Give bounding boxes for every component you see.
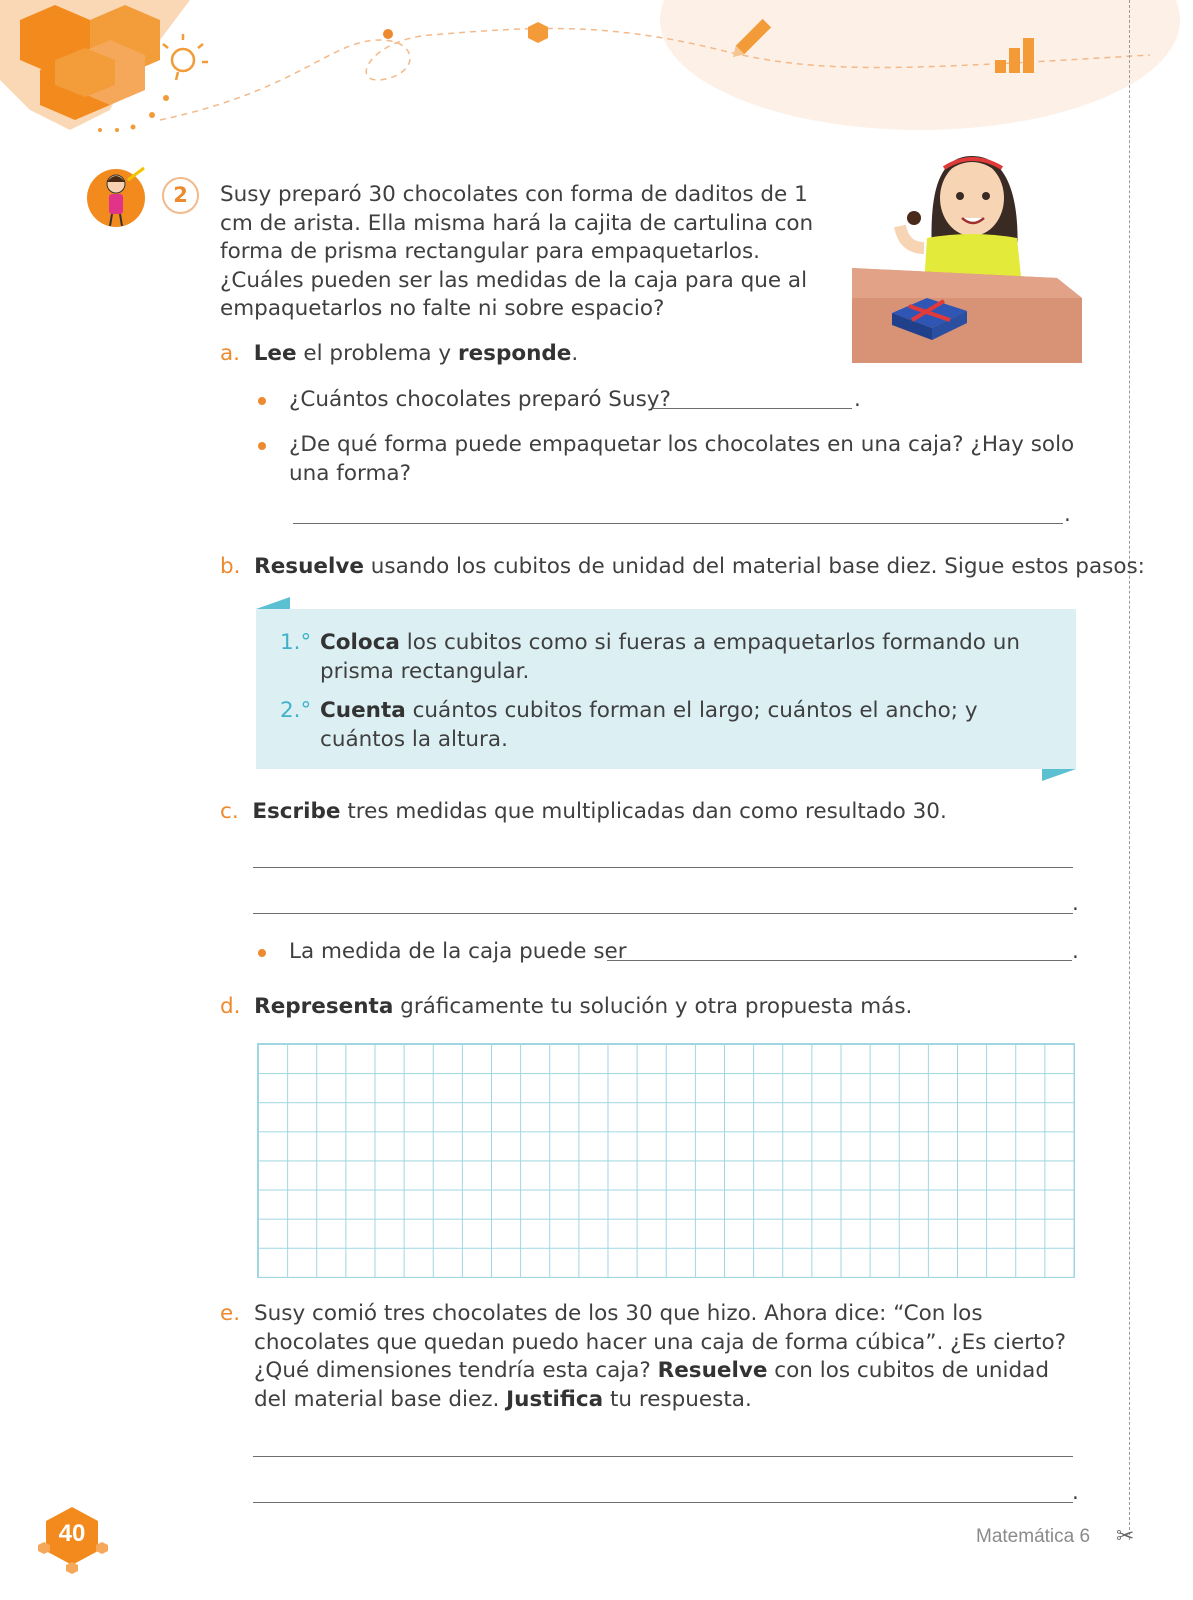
cut-line <box>1129 0 1130 1540</box>
page-number: 40 <box>58 1520 86 1547</box>
period: . <box>854 387 861 412</box>
part-a-verb-respond: responde <box>457 341 572 366</box>
bullet-icon <box>258 949 266 957</box>
part-a-end: . <box>571 341 579 366</box>
part-a-mid: el problema y <box>296 341 458 366</box>
period: . <box>1072 891 1079 916</box>
step-1-text: los cubitos como si fueras a empaquetarlos formando un prisma rectangular. <box>320 630 1020 684</box>
bullet-c: La medida de la caja puede ser <box>289 939 627 964</box>
scissors-icon: ✂ <box>1116 1524 1135 1549</box>
header-decoration <box>0 0 1193 150</box>
bullet-icon <box>258 442 266 450</box>
question-a1: ¿Cuántos chocolates preparó Susy? <box>289 387 671 412</box>
part-e-text <box>254 1300 1074 1414</box>
period: . <box>1072 1480 1079 1505</box>
part-e-label: e. <box>220 1301 241 1326</box>
part-d-label: d. <box>220 994 241 1019</box>
part-e-text-1: Susy comió tres chocolates de los 30 que hizo. Ahora dice: “Con los chocolates que quedan puedo hacer una caja de forma cúbica”. ¿Es cierto? ¿Qué dimensiones tendría esta caja? <box>254 1301 1067 1383</box>
answer-line-a2[interactable] <box>293 523 1063 524</box>
cubes-icon <box>0 0 190 130</box>
drawing-grid[interactable] <box>257 1043 1075 1278</box>
step-2 <box>280 697 1050 754</box>
part-b-instruction <box>220 553 1145 582</box>
answer-line-c2[interactable] <box>253 913 1073 914</box>
book-title: Matemática 6 <box>976 1526 1091 1547</box>
step-1-verb: Coloca <box>320 630 400 655</box>
part-c-verb: Escribe <box>252 799 341 824</box>
part-d-rest: gráficamente tu solución y otra propuesta más. <box>393 994 913 1019</box>
answer-line-c3[interactable] <box>607 960 1072 961</box>
question-a2: ¿De qué forma puede empaquetar los chocolates en una caja? ¿Hay solo una forma? <box>289 432 1075 486</box>
part-a-verb-read: Lee <box>253 341 297 366</box>
part-b-label: b. <box>220 554 241 579</box>
step-2-text: cuántos cubitos forman el largo; cuántos el ancho; y cuántos la altura. <box>320 698 978 752</box>
part-a-label: a. <box>220 341 241 366</box>
part-d-instruction <box>220 993 912 1022</box>
bullet-icon <box>258 397 266 405</box>
part-c-rest: tres medidas que multiplicadas dan como resultado 30. <box>340 799 947 824</box>
box-corner-bottom <box>1042 769 1076 781</box>
part-e-verb-justify: Justifica <box>506 1386 604 1412</box>
step-1-number: 1.° <box>280 630 312 655</box>
answer-line-a1[interactable] <box>652 408 852 409</box>
part-b-rest: usando los cubitos de unidad del material base diez. Sigue estos pasos: <box>363 554 1145 579</box>
part-e-text-3: tu respuesta. <box>603 1386 752 1412</box>
girl-with-gift-illustration <box>852 138 1084 366</box>
step-2-number: 2.° <box>280 698 312 723</box>
step-2-verb: Cuenta <box>320 698 406 723</box>
student-avatar-icon <box>86 160 156 232</box>
problem-number-text: 2 <box>173 183 188 207</box>
step-1 <box>280 629 1050 686</box>
part-e-text-2: con los cubitos de unidad del material base diez. <box>254 1358 1049 1412</box>
part-d-verb: Representa <box>254 994 394 1019</box>
part-e-verb-solve: Resuelve <box>657 1358 768 1383</box>
problem-statement: Susy preparó 30 chocolates con forma de daditos de 1 cm de arista. Ella misma hará la cajita de cartulina con forma de prisma rectangular para empaquetarlos. ¿Cuáles pueden ser las medidas de la caja para que al empaquetarlos no falte ni sobre espacio? <box>220 182 814 321</box>
problem-number <box>162 177 199 214</box>
steps-box <box>256 609 1076 769</box>
answer-line-e1[interactable] <box>253 1456 1073 1457</box>
part-b-verb: Resuelve <box>254 554 364 579</box>
part-c-instruction <box>220 798 947 827</box>
box-corner-top <box>256 597 290 609</box>
part-e-label-wrap <box>220 1300 240 1329</box>
answer-line-c1[interactable] <box>253 867 1073 868</box>
part-a-instruction <box>220 340 578 369</box>
period: . <box>1064 502 1071 527</box>
period: . <box>1072 939 1079 964</box>
answer-line-e2[interactable] <box>253 1502 1073 1503</box>
part-c-label: c. <box>220 799 239 824</box>
lightbulb-icon <box>163 34 208 80</box>
